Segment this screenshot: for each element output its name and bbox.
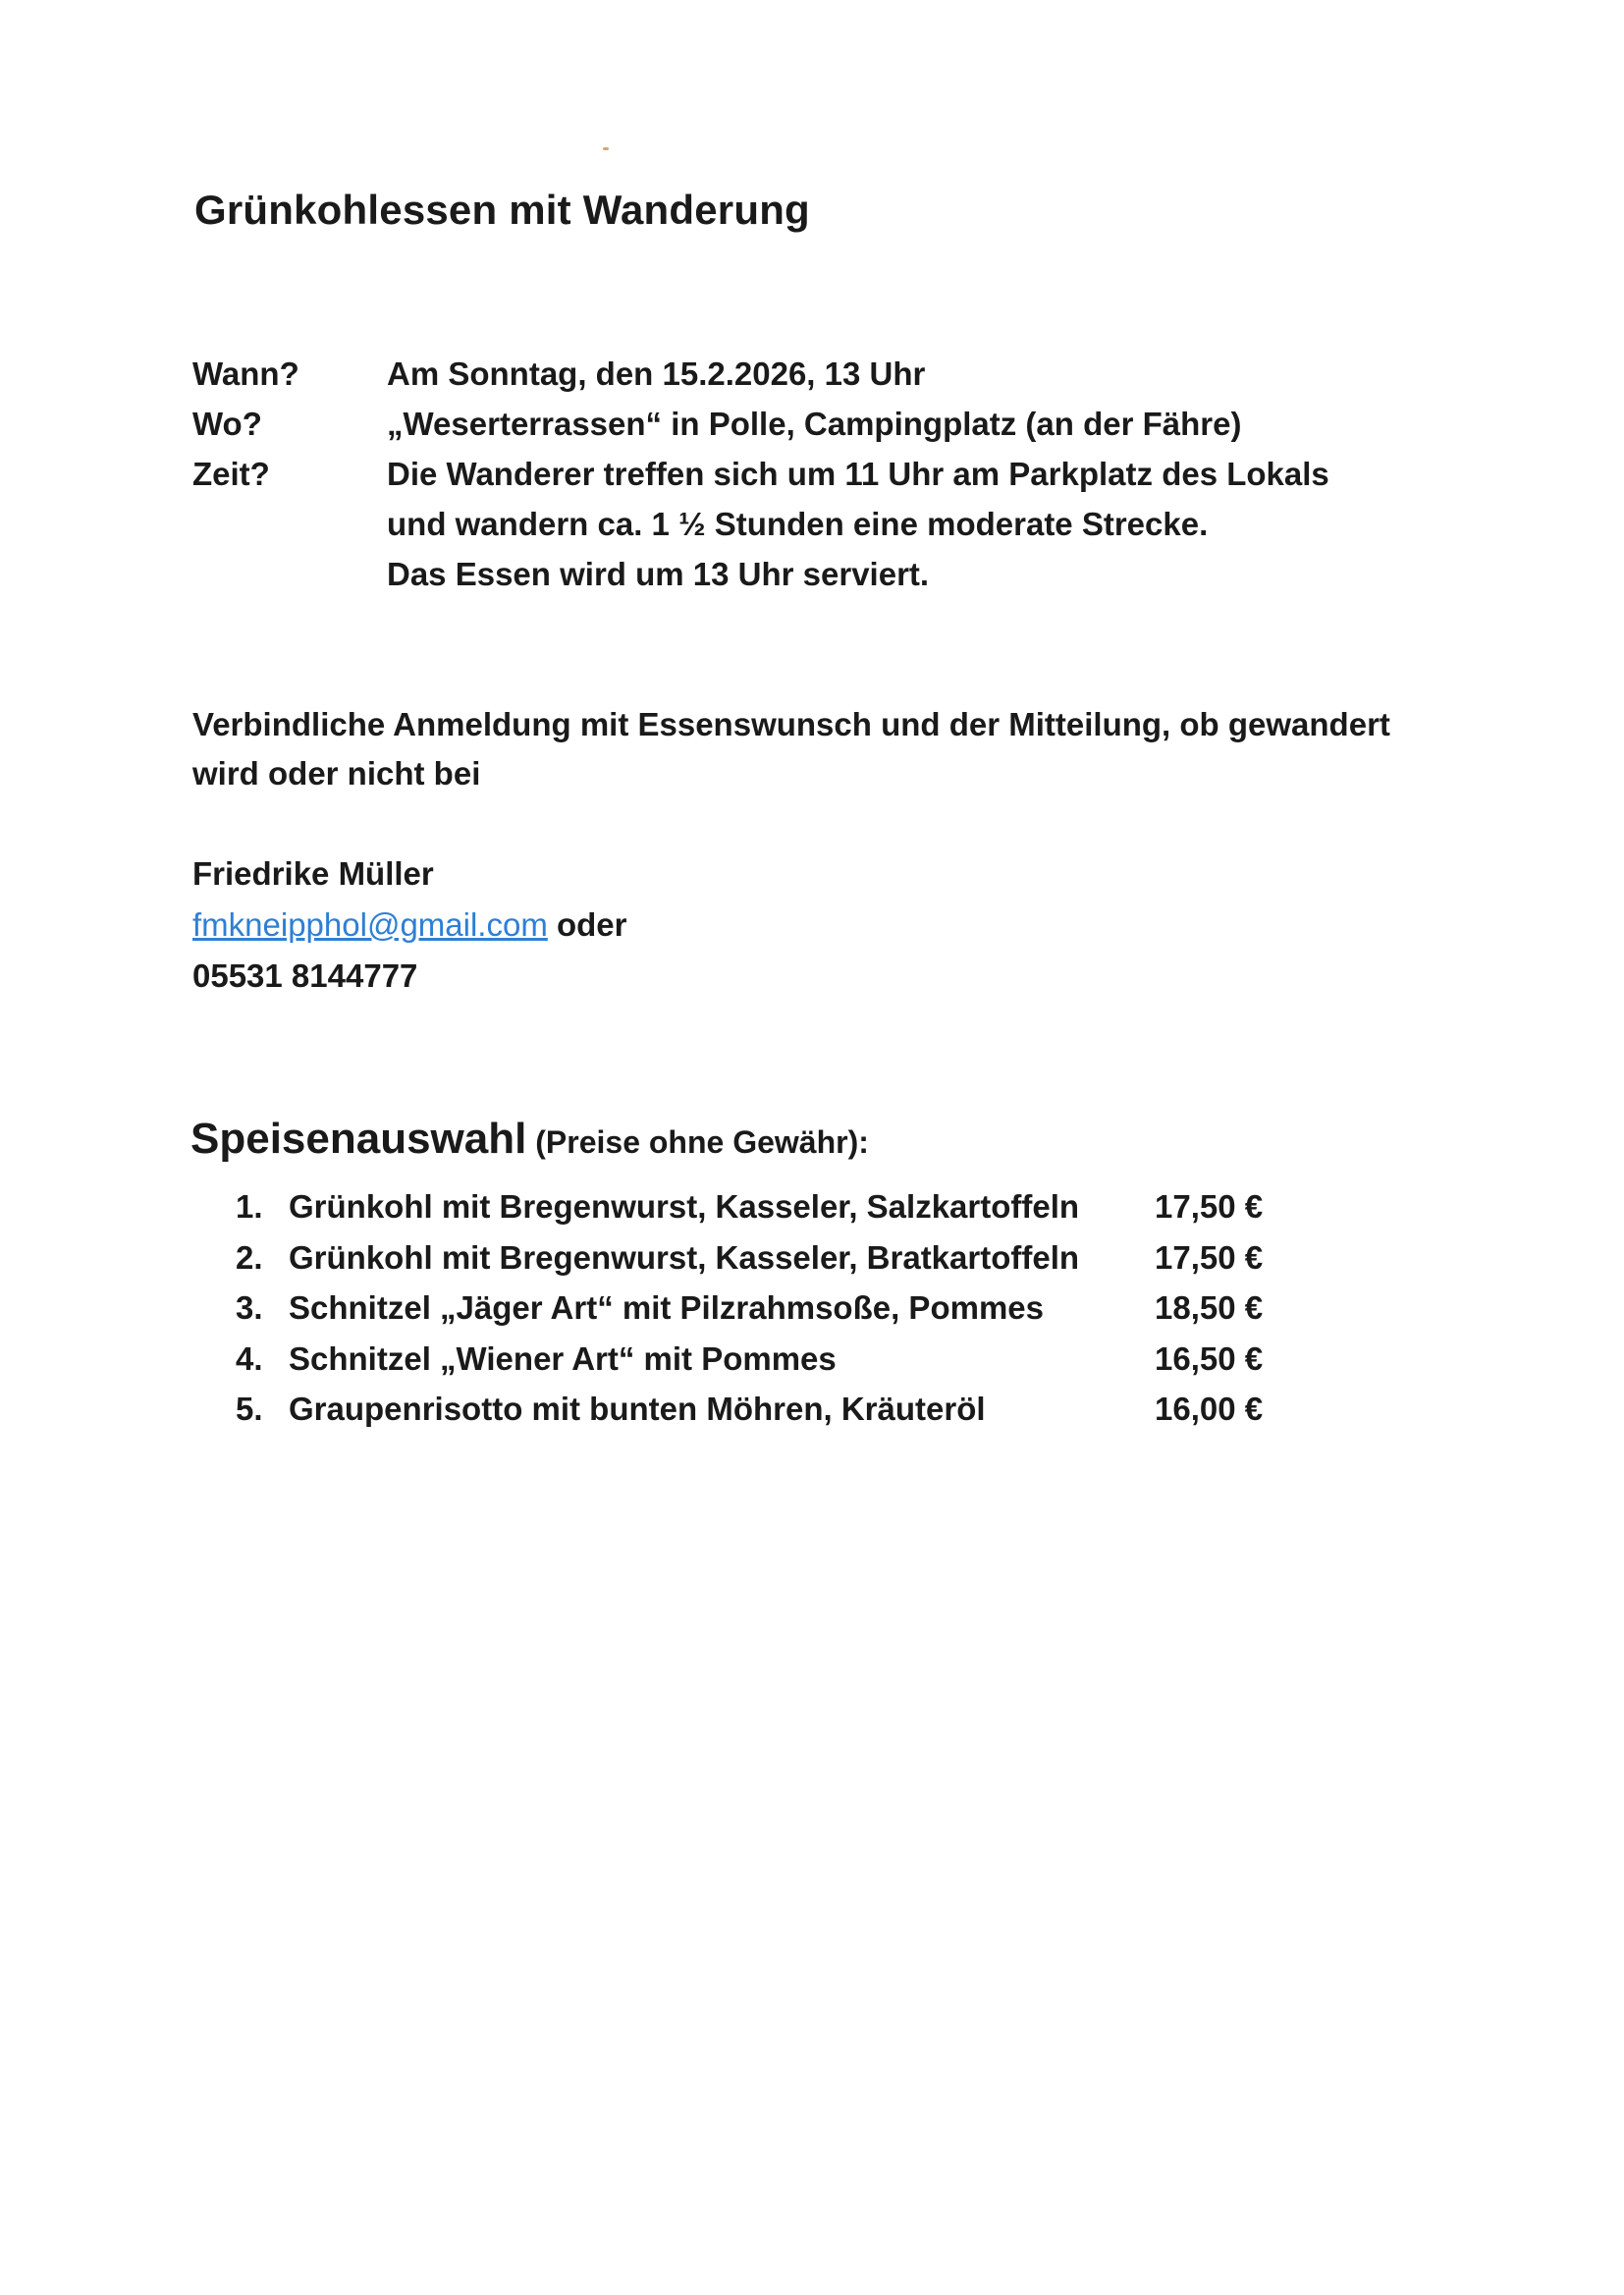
registration-text — [192, 700, 1390, 798]
when-label: Wann? — [192, 355, 299, 392]
info-row-when — [192, 349, 1329, 399]
menu-item — [236, 1181, 1296, 1232]
where-value: „Weserterrassen“ in Polle, Campingplatz (an der Fähre) — [387, 406, 1242, 442]
event-info — [192, 349, 1329, 599]
registration-line: wird oder nicht bei — [192, 755, 481, 792]
menu-item-price: 18,50 € — [1155, 1289, 1264, 1326]
menu-heading-note: (Preise ohne Gewähr): — [526, 1124, 869, 1160]
menu-item — [236, 1283, 1296, 1334]
time-value-line: und wandern ca. 1 ½ Stunden eine moderate Strecke. — [387, 506, 1209, 542]
page-title: Grünkohlessen mit Wanderung — [194, 187, 810, 233]
contact-name: Friedrike Müller — [192, 855, 434, 892]
menu-item-number: 3. — [236, 1289, 263, 1326]
menu-item-number: 2. — [236, 1238, 263, 1276]
email-suffix: oder — [547, 906, 627, 943]
menu-heading — [190, 1115, 869, 1164]
menu-item-number: 5. — [236, 1391, 263, 1427]
menu-item — [236, 1232, 1296, 1284]
menu-item-number: 4. — [236, 1339, 263, 1377]
menu-item-name: Schnitzel „Wiener Art“ mit Pommes — [289, 1339, 837, 1377]
menu-item-name: Graupenrisotto mit bunten Möhren, Kräuteröl — [289, 1391, 986, 1427]
time-value-line: Die Wanderer treffen sich um 11 Uhr am Parkplatz des Lokals — [387, 456, 1329, 492]
contact-block — [192, 848, 627, 1002]
menu-item — [236, 1384, 1296, 1435]
where-label: Wo? — [192, 406, 262, 442]
registration-line: Verbindliche Anmeldung mit Essenswunsch und der Mitteilung, ob gewandert — [192, 706, 1390, 742]
time-label: Zeit? — [192, 456, 270, 492]
menu-item-price: 16,00 € — [1155, 1391, 1264, 1427]
menu-item-price: 17,50 € — [1155, 1238, 1264, 1276]
menu-item-name: Schnitzel „Jäger Art“ mit Pilzrahmsoße, Pommes — [289, 1289, 1044, 1326]
menu-heading-title: Speisenauswahl — [190, 1115, 527, 1163]
menu-item-price: 17,50 € — [1155, 1188, 1264, 1225]
email-link[interactable]: fmkneipphol@gmail.com — [192, 906, 548, 943]
contact-phone: 05531 8144777 — [192, 957, 418, 994]
when-value: Am Sonntag, den 15.2.2026, 13 Uhr — [387, 355, 926, 392]
scan-speck — [603, 147, 609, 150]
menu-item — [236, 1334, 1296, 1385]
contact-email-row — [192, 900, 627, 951]
menu-item-name: Grünkohl mit Bregenwurst, Kasseler, Salzkartoffeln — [289, 1188, 1080, 1225]
menu-item-number: 1. — [236, 1188, 263, 1225]
info-row-time — [192, 449, 1329, 499]
time-value-line: Das Essen wird um 13 Uhr serviert. — [387, 556, 930, 592]
info-row-where — [192, 399, 1329, 449]
menu-item-price: 16,50 € — [1155, 1339, 1264, 1377]
menu-list — [236, 1181, 1296, 1435]
menu-item-name: Grünkohl mit Bregenwurst, Kasseler, Bratkartoffeln — [289, 1238, 1080, 1276]
